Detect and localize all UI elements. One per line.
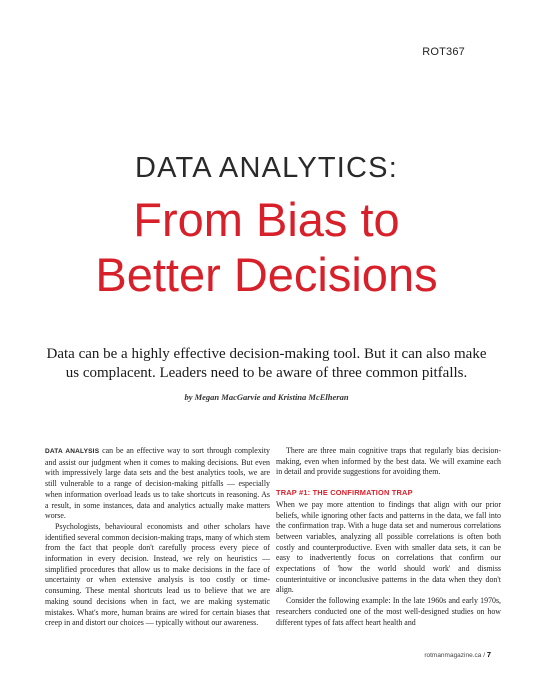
- lead-in: DATA ANALYSIS: [45, 448, 100, 455]
- right-column: [276, 446, 501, 628]
- deck-text: Data can be a highly effective decision-making tool. But it can also make us complacent. Leaders need to be aware of three common pitfalls.: [46, 346, 487, 381]
- article-code: ROT367: [422, 46, 465, 58]
- byline: by Megan MacGarvie and Kristina McElheran: [184, 392, 349, 402]
- headline-title-line-1: From Bias to: [133, 193, 400, 246]
- right-paragraph-3: Consider the following example: In the late 1960s and early 1970s, researchers conducted one of the most well-designed studies on how different types of fats affect heart health and: [276, 596, 501, 627]
- right-paragraph-1: There are three main cognitive traps that regularly bias decision-making, even when informed by the best data. We will examine each in detail and provide suggestions for avoiding them.: [276, 446, 501, 477]
- left-column: [45, 446, 270, 629]
- left-paragraph-1-text: can be an effective way to sort through complexity and assist our judgment when it comes to making decisions. But even with impressively large data sets and the best analytics tools, we are still vulnerable to a range of decision-making pitfalls — especially when information overload leads us to take shortcuts in reasoning. As a result, in some instances, data and analytics actually make matters worse.: [45, 446, 270, 521]
- footer-site: rotmanmagazine.ca /: [424, 652, 486, 659]
- right-paragraph-2: When we pay more attention to findings that align with our prior beliefs, while ignoring other facts and patterns in the data, we fall into the confirmation trap. With a huge data set and numerous correlations between variables, analyzing all possible correlations is often both costly and counterproductive. Even with smaller data sets, it can be easy to inadvertently focus on correlations that confirm our expectations of 'how the world should work' and dismiss counterintuitive or inconclusive patterns in the data when they don't align.: [276, 499, 501, 595]
- left-paragraph-1: [45, 446, 270, 522]
- page-footer: [424, 650, 491, 659]
- page-number: 7: [486, 650, 491, 659]
- headline-kicker: DATA ANALYTICS:: [135, 152, 398, 184]
- headline-title-line-2: Better Decisions: [95, 248, 438, 301]
- left-paragraph-2: Psychologists, behavioural economists and other scholars have identified several common decision-making traps, many of which stem from the fact that people don't carefully process every piece of information in every decision. Instead, we rely on heuristics — simplified procedures that allow us to make decisions in the face of uncertainty or when extensive analysis is too costly or time-consuming. These mental shortcuts lead us to believe that we are making sound decisions when in fact, we are making systematic mistakes. What's more, human brains are wired for certain biases that creep in and distort our choices — typically without our awareness.: [45, 521, 270, 628]
- headline-title: [0, 192, 533, 302]
- trap-1-subhead: TRAP #1: THE CONFIRMATION TRAP: [276, 488, 413, 498]
